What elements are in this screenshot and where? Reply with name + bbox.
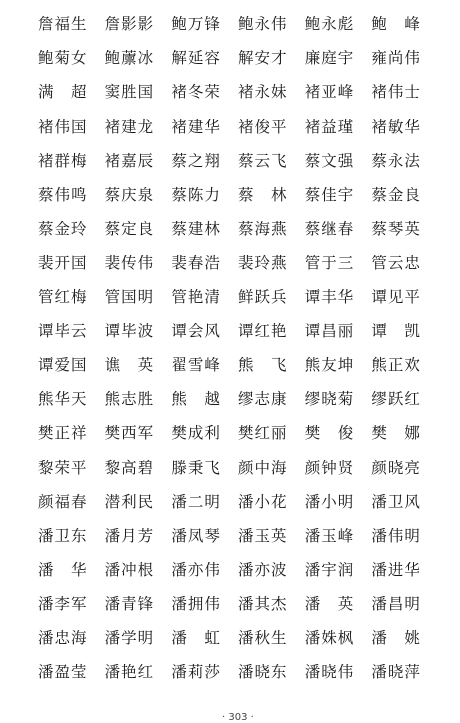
name-row — [38, 42, 438, 76]
name-entry: 雍尚伟 — [371, 49, 421, 68]
name-entry: 颜中海 — [238, 458, 288, 477]
name-entry: 褚冬荣 — [171, 83, 221, 102]
name-entry: 谭见平 — [371, 288, 421, 307]
name-row — [38, 417, 438, 451]
name-entry: 潘卫风 — [371, 492, 421, 511]
name-entry: 潘小花 — [238, 492, 288, 511]
name-entry: 樊西军 — [104, 424, 155, 443]
name-entry: 蔡金良 — [371, 185, 421, 204]
name-entry: 谭丰华 — [304, 288, 355, 307]
name-entry: 解延容 — [171, 49, 221, 68]
name-entry: 缪志康 — [238, 390, 288, 409]
name-entry: 裴开国 — [38, 253, 88, 272]
name-entry: 樊正祥 — [38, 424, 88, 443]
name-entry: 蔡永法 — [371, 151, 421, 170]
name-entry: 褚建华 — [171, 117, 221, 136]
name-entry: 潘艳红 — [104, 663, 155, 682]
name-entry: 管艳清 — [171, 288, 221, 307]
name-entry: 谭爱国 — [38, 356, 88, 375]
name-entry: 潘 姚 — [371, 628, 421, 647]
name-entry: 谭 凯 — [371, 322, 421, 341]
name-entry: 缪晓菊 — [304, 390, 355, 409]
name-row — [38, 451, 438, 485]
name-entry: 廉庭宇 — [304, 49, 355, 68]
name-entry: 褚群梅 — [38, 151, 88, 170]
name-entry: 褚益瑾 — [304, 117, 355, 136]
name-entry: 黎荣平 — [38, 458, 88, 477]
name-entry: 潘晓萍 — [371, 663, 421, 682]
name-entry: 翟雪峰 — [171, 356, 221, 375]
name-entry: 潘卫东 — [38, 526, 88, 545]
name-entry: 潘昌明 — [371, 594, 421, 613]
name-entry: 熊正欢 — [371, 356, 421, 375]
name-entry: 谭红艳 — [238, 322, 288, 341]
name-entry: 褚俊平 — [238, 117, 288, 136]
name-row — [38, 383, 438, 417]
name-row — [38, 144, 438, 178]
name-row — [38, 349, 438, 383]
name-entry: 潘小明 — [304, 492, 355, 511]
name-entry: 詹影影 — [104, 15, 155, 34]
name-entry: 熊友坤 — [304, 356, 355, 375]
name-entry: 熊志胜 — [104, 390, 155, 409]
name-entry: 樊 娜 — [371, 424, 421, 443]
name-entry: 褚建龙 — [104, 117, 155, 136]
name-entry: 潘学明 — [104, 628, 155, 647]
name-entry: 潘冲根 — [104, 560, 155, 579]
name-entry: 裴玲燕 — [238, 253, 288, 272]
name-entry: 蔡佳宇 — [304, 185, 355, 204]
name-entry: 潘 虹 — [171, 628, 221, 647]
name-entry: 潘李军 — [38, 594, 88, 613]
name-entry: 谭会风 — [171, 322, 221, 341]
name-entry: 潘二明 — [171, 492, 221, 511]
name-entry: 颜晓亮 — [371, 458, 421, 477]
name-entry: 潘宇润 — [304, 560, 355, 579]
name-entry: 谭毕波 — [104, 322, 155, 341]
name-entry: 鲍永伟 — [238, 15, 288, 34]
name-entry: 潘 英 — [304, 594, 355, 613]
name-entry: 潘莉莎 — [171, 663, 221, 682]
name-entry: 蔡庆泉 — [104, 185, 155, 204]
name-entry: 谯 英 — [104, 356, 155, 375]
name-entry: 熊华天 — [38, 390, 88, 409]
name-entry: 潘晓伟 — [304, 663, 355, 682]
name-entry: 褚敏华 — [371, 117, 421, 136]
name-entry: 鲍菊女 — [38, 49, 88, 68]
name-entry: 潘月芳 — [104, 526, 155, 545]
name-entry: 潘玉峰 — [304, 526, 355, 545]
name-entry: 潘秋生 — [238, 628, 288, 647]
name-entry: 褚亚峰 — [304, 83, 355, 102]
name-row — [38, 110, 438, 144]
name-entry: 管于三 — [304, 253, 355, 272]
name-entry: 颜福春 — [38, 492, 88, 511]
name-entry: 潘凤琴 — [171, 526, 221, 545]
name-entry: 蔡海燕 — [238, 219, 288, 238]
name-entry: 鲍永彪 — [304, 15, 355, 34]
name-entry: 蔡文强 — [304, 151, 355, 170]
name-entry: 蔡定良 — [104, 219, 155, 238]
name-entry: 熊 越 — [171, 390, 221, 409]
name-entry: 潜利民 — [104, 492, 155, 511]
name-entry: 蔡琴英 — [371, 219, 421, 238]
name-row — [38, 519, 438, 553]
name-entry: 鲍万锋 — [171, 15, 221, 34]
name-entry: 潘玉英 — [238, 526, 288, 545]
name-entry: 樊红丽 — [238, 424, 288, 443]
name-row — [38, 213, 438, 247]
name-row — [38, 178, 438, 212]
name-entry: 鲍 峰 — [371, 15, 421, 34]
name-entry: 潘亦波 — [238, 560, 288, 579]
name-row — [38, 8, 438, 42]
name-row — [38, 247, 438, 281]
name-entry: 鲜跃兵 — [238, 288, 288, 307]
name-entry: 蔡 林 — [238, 185, 288, 204]
name-entry: 褚永妹 — [238, 83, 288, 102]
name-entry: 樊 俊 — [304, 424, 355, 443]
name-row — [38, 588, 438, 622]
name-entry: 潘姝枫 — [304, 628, 355, 647]
name-entry: 颜钟贤 — [304, 458, 355, 477]
name-row — [38, 656, 438, 690]
name-entry: 鲍䕲冰 — [104, 49, 155, 68]
name-entry: 褚伟士 — [371, 83, 421, 102]
name-row — [38, 315, 438, 349]
name-row — [38, 554, 438, 588]
name-row — [38, 485, 438, 519]
name-entry: 蔡金玲 — [38, 219, 88, 238]
name-entry: 潘忠海 — [38, 628, 88, 647]
name-entry: 樊成利 — [171, 424, 221, 443]
name-row — [38, 281, 438, 315]
name-row — [38, 76, 438, 110]
name-entry: 蔡之翔 — [171, 151, 221, 170]
name-entry: 潘亦伟 — [171, 560, 221, 579]
name-entry: 裴传伟 — [104, 253, 155, 272]
name-entry: 蔡伟鸣 — [38, 185, 88, 204]
name-entry: 潘伟明 — [371, 526, 421, 545]
name-entry: 解安才 — [238, 49, 288, 68]
name-entry: 管云忠 — [371, 253, 421, 272]
name-entry: 熊 飞 — [238, 356, 288, 375]
name-entry: 潘其杰 — [238, 594, 288, 613]
name-entry: 黎高碧 — [104, 458, 155, 477]
name-entry: 潘盈莹 — [38, 663, 88, 682]
name-entry: 蔡陈力 — [171, 185, 221, 204]
name-entry: 褚嘉辰 — [104, 151, 155, 170]
name-entry: 褚伟国 — [38, 117, 88, 136]
name-entry: 詹福生 — [38, 15, 88, 34]
name-entry: 管红梅 — [38, 288, 88, 307]
name-row — [38, 622, 438, 656]
name-entry: 窦胜国 — [104, 83, 155, 102]
name-entry: 缪跃红 — [371, 390, 421, 409]
page-number: · 303 · — [222, 712, 254, 723]
name-grid — [38, 8, 438, 690]
name-entry: 蔡继春 — [304, 219, 355, 238]
name-entry: 谭昌丽 — [304, 322, 355, 341]
name-entry: 潘青锋 — [104, 594, 155, 613]
name-entry: 潘拥伟 — [171, 594, 221, 613]
name-entry: 谭毕云 — [38, 322, 88, 341]
name-entry: 潘进华 — [371, 560, 421, 579]
name-entry: 潘晓东 — [238, 663, 288, 682]
name-entry: 裴春浩 — [171, 253, 221, 272]
name-entry: 滕秉飞 — [171, 458, 221, 477]
name-entry: 满 超 — [38, 83, 88, 102]
name-entry: 蔡云飞 — [238, 151, 288, 170]
name-entry: 潘 华 — [38, 560, 88, 579]
name-entry: 蔡建林 — [171, 219, 221, 238]
name-entry: 管国明 — [104, 288, 155, 307]
